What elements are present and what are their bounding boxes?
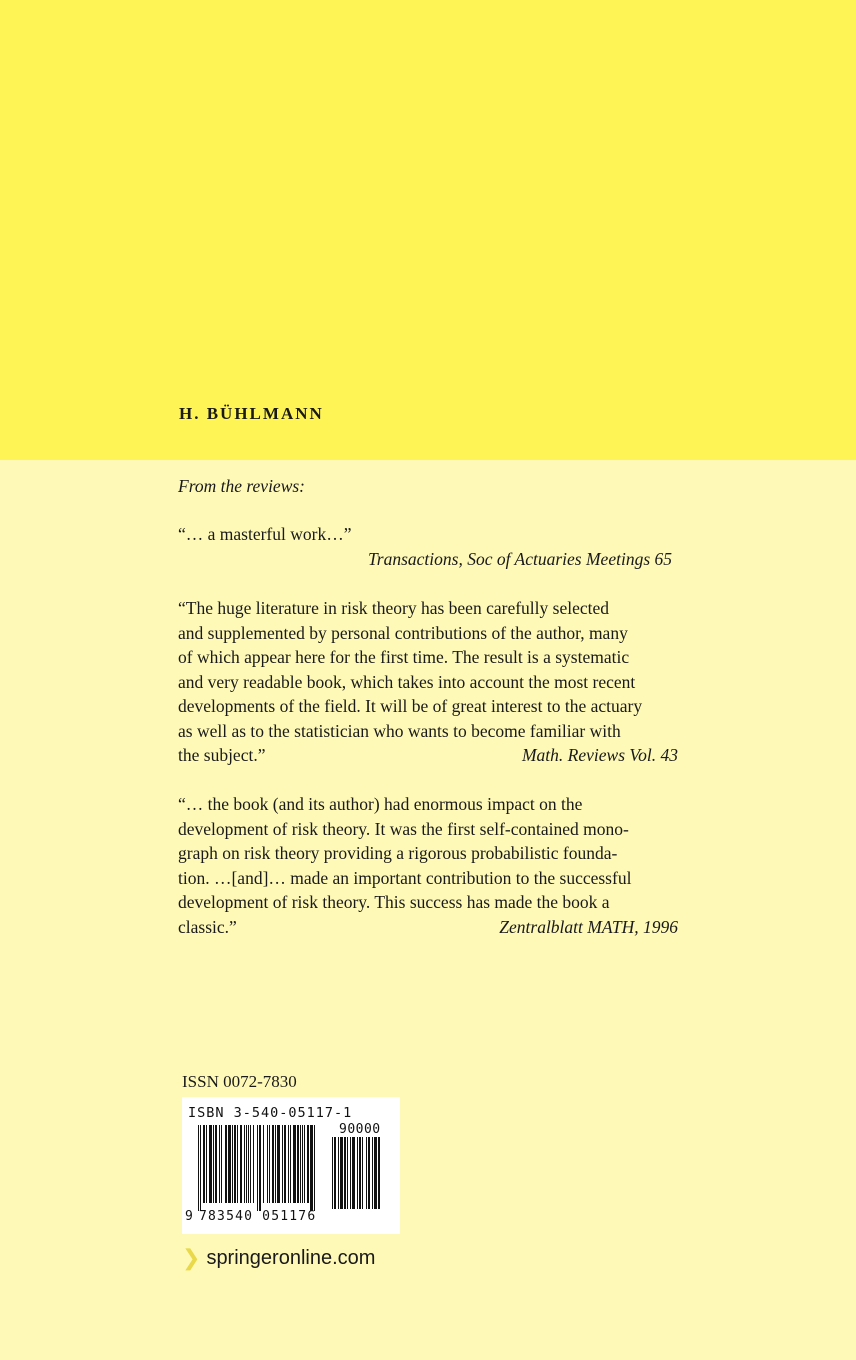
barcode-bar [300,1125,301,1203]
review-2-source: Math. Reviews Vol. 43 [521,745,678,765]
barcode-bar [232,1125,233,1203]
barcode-bar [200,1125,201,1211]
barcode-bar [350,1137,351,1209]
barcode-bar [198,1125,199,1211]
barcode-bar [282,1125,283,1203]
cover-top-band [0,0,856,460]
barcode-bar [372,1137,373,1209]
website-label: springeronline.com [206,1246,376,1269]
issn-number: ISSN 0072-7830 [182,1072,297,1091]
barcode-bar [206,1125,207,1203]
review-2-line: and supplemented by personal contributions of the author, many [178,622,628,643]
review-2-line: “The huge literature in risk theory has been carefully selected [178,598,609,618]
barcode-bar [228,1125,231,1203]
barcode-bar [366,1137,367,1209]
barcode-bar [209,1125,212,1203]
barcode-bar [297,1125,299,1203]
barcode-bar [378,1137,380,1209]
barcode-bar [253,1125,254,1203]
review-quote-1 [178,522,678,571]
barcode-bar [240,1125,242,1203]
barcode-bar [203,1125,205,1203]
barcode-bar [213,1125,214,1203]
isbn-barcode [182,1097,400,1234]
barcode-bar [368,1137,370,1209]
barcode-bar [225,1125,227,1203]
barcode-bar [267,1125,268,1203]
barcode-bar [244,1125,245,1203]
barcode-addon-code: 90000 [339,1122,381,1137]
review-3-line: “… the book (and its author) had enormous impact on the [178,794,583,814]
barcode-bar [263,1125,264,1203]
barcode-bar [310,1125,313,1211]
barcode-bar [219,1125,220,1203]
review-2-line: of which appear here for the first time. The result is a systematic [178,647,630,667]
barcode-bar [215,1125,217,1203]
barcode-bar [352,1137,355,1209]
review-3-line: graph on risk theory providing a rigorous probabilistic founda- [178,843,618,863]
review-3-line: development of risk theory. It was the first self-contained mono- [178,818,629,839]
barcode-bar [257,1125,258,1211]
ean-first-digit: 9 [185,1209,193,1224]
ean-digit-groups: 783540 051176 [199,1209,317,1224]
barcode-bar [357,1137,358,1209]
barcode-bar [221,1125,222,1203]
reviews-heading: From the reviews: [178,476,306,496]
barcode-bar [347,1137,348,1209]
barcode-bar [307,1125,309,1203]
barcode-bar [272,1125,274,1203]
barcode-main-bars [198,1125,322,1211]
review-3-line: classic.” [178,916,237,937]
barcode-bar [237,1125,238,1203]
barcode-bar [259,1125,261,1211]
review-2-line: developments of the field. It will be of great interest to the actuary [178,696,643,716]
barcode-bar [288,1125,289,1203]
review-3-source: Zentralblatt MATH, 1996 [499,916,678,937]
barcode-bar [302,1125,303,1203]
review-1-source: Transactions, Soc of Actuaries Meetings 65 [368,548,672,569]
isbn-label: ISBN 3-540-05117-1 [188,1105,353,1121]
review-3-line: development of risk theory. This success has made the book a [178,892,610,912]
publisher-website[interactable] [182,1245,375,1271]
barcode-bar [359,1137,361,1209]
barcode-bar [293,1125,296,1203]
barcode-bar [246,1125,247,1203]
barcode-bar [334,1137,336,1209]
review-2-line: as well as to the statistician who wants to become familiar with [178,720,621,741]
barcode-bar [275,1125,276,1203]
barcode-bar [338,1137,339,1209]
barcode-bar [304,1125,305,1203]
review-3-last-line [178,915,678,940]
barcode-bar [290,1125,291,1203]
review-2-last-line [178,743,678,768]
barcode-bar [248,1125,249,1203]
barcode-bar [332,1137,333,1209]
barcode-bar [340,1137,343,1209]
barcode-bar [277,1125,280,1203]
review-quote-3 [178,792,678,939]
barcode-bar [344,1137,346,1209]
barcode-bar [284,1125,286,1203]
barcode-bar [314,1125,315,1211]
review-2-line: and very readable book, which takes into account the most recent [178,671,636,692]
barcode-bar [250,1125,251,1203]
review-1-line: “… a masterful work…” [178,524,352,544]
barcode-bar [362,1137,363,1209]
barcode-bar [234,1125,236,1203]
review-2-line: the subject.” [178,745,266,765]
author-name: H. BÜHLMANN [179,404,324,423]
review-3-line: tion. …[and]… made an important contribution to the successful [178,867,632,888]
barcode-bar [374,1137,377,1209]
chevron-right-icon: ❯ [182,1245,201,1270]
review-quote-2 [178,596,678,768]
barcode-bar [269,1125,270,1203]
barcode-addon-bars [332,1137,398,1209]
